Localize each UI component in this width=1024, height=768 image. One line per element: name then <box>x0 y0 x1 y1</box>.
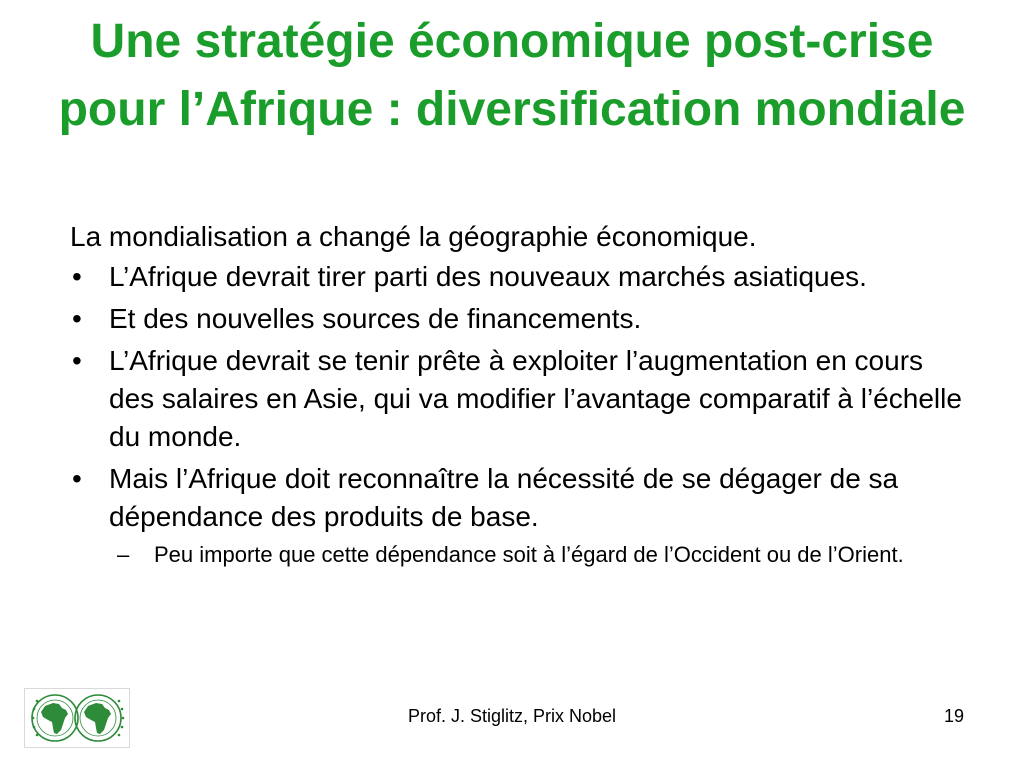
slide-title: Une stratégie économique post-crise pour l’Afrique : diversification mondiale <box>58 15 966 136</box>
intro-text: La mondialisation a changé la géographie économique. <box>70 221 757 252</box>
bullet-text: L’Afrique devrait se tenir prête à exploiter l’augmentation en cours des salaires en Asie, qui va modifier l’avantage comparatif à l’échelle du monde. <box>109 345 962 452</box>
dash-marker: – <box>117 542 130 567</box>
bullet-text: L’Afrique devrait tirer parti des nouveaux marchés asiatiques. <box>109 261 867 292</box>
sub-bullet-item <box>109 540 970 569</box>
bullet-item <box>70 258 970 296</box>
bullet-marker: • <box>72 345 82 376</box>
bullet-marker: • <box>72 261 82 292</box>
bullet-marker: • <box>72 303 82 334</box>
page-number: 19 <box>943 706 964 726</box>
sub-bullet-list <box>109 540 970 569</box>
bullet-marker: • <box>72 463 82 494</box>
slide-body <box>70 218 970 573</box>
bullet-item <box>70 300 970 338</box>
bullet-text: Et des nouvelles sources de financements. <box>109 303 642 334</box>
footer-text: Prof. J. Stiglitz, Prix Nobel <box>407 706 617 726</box>
bullet-list <box>70 258 970 569</box>
bullet-text: Mais l’Afrique doit reconnaître la nécessité de se dégager de sa dépendance des produits de base. <box>109 463 899 532</box>
sub-bullet-text: Peu importe que cette dépendance soit à l’égard de l’Occident ou de l’Orient. <box>154 542 904 567</box>
bullet-item <box>70 342 970 456</box>
bullet-item <box>70 460 970 569</box>
africa-map-logo-icon <box>24 688 130 748</box>
